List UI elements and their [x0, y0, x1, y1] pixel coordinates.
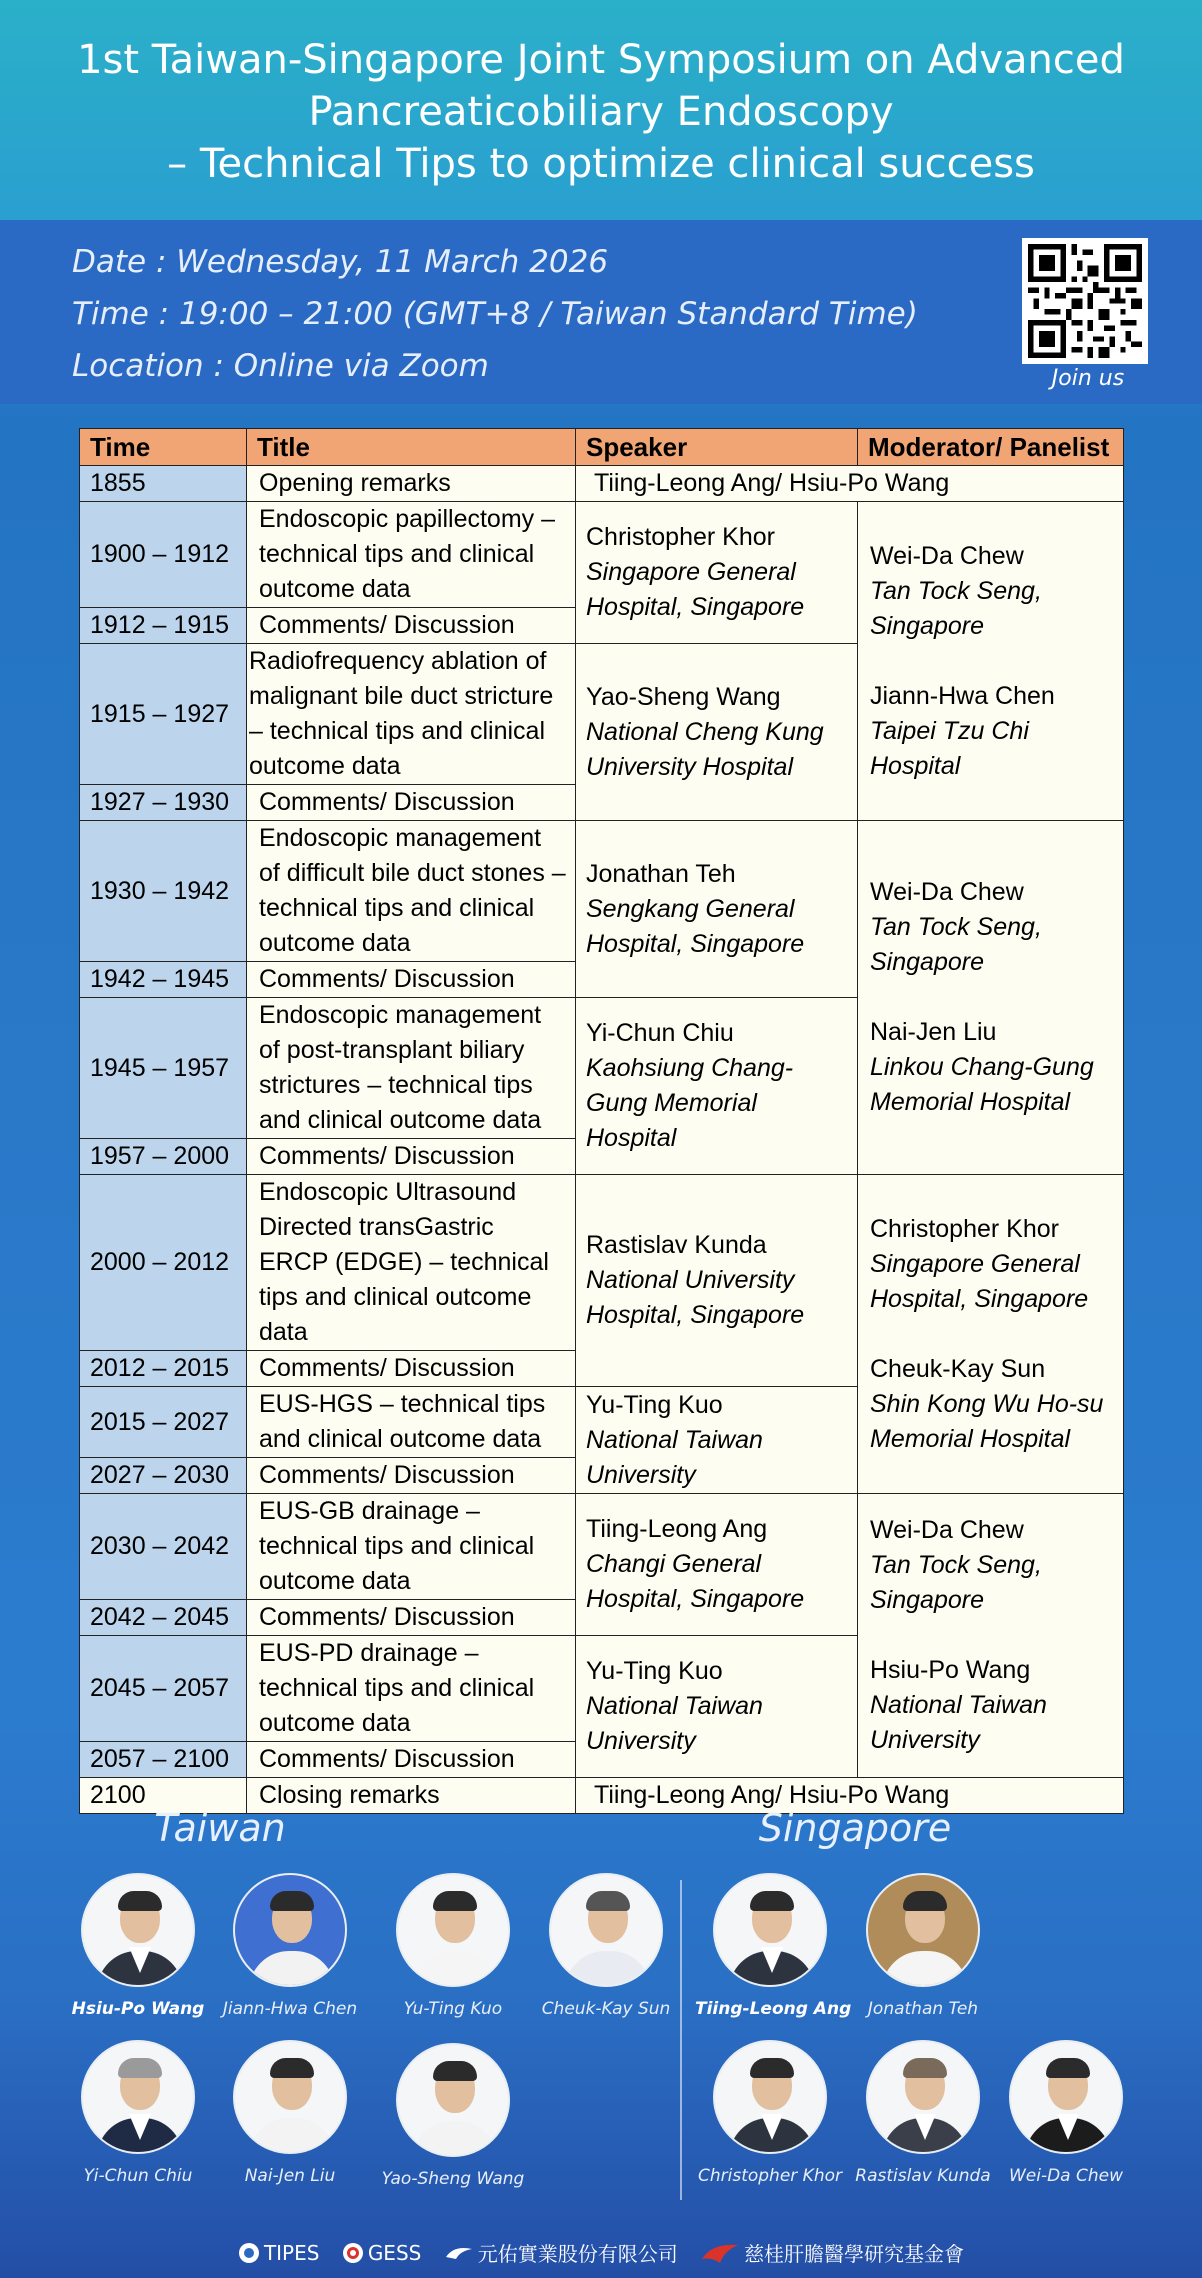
speaker-affiliation: National Taiwan University: [586, 1425, 763, 1489]
title-cell: Comments/ Discussion: [247, 1139, 576, 1175]
speaker-affiliation: National University Hospital, Singapore: [586, 1266, 805, 1329]
faculty-name: Wei-Da Chew: [1008, 2166, 1124, 2186]
faculty-name: Jonathan Teh: [867, 1999, 979, 2019]
moderator-affiliation: Tan Tock Seng, Singapore: [870, 913, 1042, 976]
moderator-affiliation: Singapore General Hospital, Singapore: [870, 1249, 1089, 1313]
avatar: [233, 1873, 347, 1987]
faculty-member: [695, 1873, 852, 2019]
speaker-cell: [576, 1175, 858, 1387]
time-cell: 2057 – 2100: [80, 1742, 247, 1778]
faculty-name: Cheuk-Kay Sun: [541, 1999, 671, 2019]
header-moderator: Moderator/ Panelist: [858, 429, 1124, 466]
time-cell: 2012 – 2015: [80, 1351, 247, 1387]
title-line-2: Pancreaticobiliary Endoscopy: [308, 89, 894, 135]
moderator-name: Wei-Da Chew: [870, 1516, 1024, 1544]
qr-code-icon[interactable]: [1022, 238, 1148, 364]
time-cell: 1855: [80, 466, 247, 502]
time-cell: 1957 – 2000: [80, 1139, 247, 1175]
avatar: [81, 1873, 195, 1987]
speaker-cell: [576, 1387, 858, 1494]
gess-label: GESS: [367, 2240, 422, 2265]
table-header-row: [80, 429, 1124, 466]
time-cell: 1915 – 1927: [80, 644, 247, 785]
avatar: [396, 2043, 510, 2157]
header-speaker: Speaker: [576, 429, 858, 466]
title-cell: Comments/ Discussion: [247, 1600, 576, 1636]
moderator-cell: [858, 1175, 1124, 1494]
speaker-name: Yi-Chun Chiu: [586, 1019, 734, 1047]
foundation-logo: [700, 2238, 964, 2267]
title-cell: EUS-PD drainage – technical tips and clinical outcome data: [247, 1636, 576, 1742]
speaker-affiliation: Sengkang General Hospital, Singapore: [586, 894, 805, 958]
faculty-name: Yi-Chun Chiu: [83, 2166, 193, 2186]
title-cell: Endoscopic papillectomy – technical tips and clinical outcome data: [247, 502, 576, 608]
speaker-name: Yu-Ting Kuo: [586, 1390, 723, 1419]
sponsor-footer: [0, 2238, 1202, 2268]
panelist-affiliation: Taipei Tzu Chi Hospital: [870, 716, 1029, 780]
speaker-affiliation: Singapore General Hospital, Singapore: [586, 558, 805, 621]
title-cell: EUS-GB drainage – technical tips and clinical outcome data: [247, 1494, 576, 1600]
region-singapore: Singapore: [758, 1806, 952, 1850]
foundation-label: 慈桂肝膽醫學研究基金會: [744, 2242, 965, 2266]
table-row: [80, 502, 1124, 608]
time-cell: 1912 – 1915: [80, 608, 247, 644]
time-cell: 1942 – 1945: [80, 962, 247, 998]
speaker-name: Rastislav Kunda: [586, 1231, 767, 1259]
moderator-affiliation: Tan Tock Seng, Singapore: [870, 576, 1042, 640]
avatar: [866, 1873, 980, 1987]
faculty-member: [378, 1873, 528, 2019]
panelist-name: Jiann-Hwa Chen: [870, 681, 1055, 710]
faculty-name: Tiing-Leong Ang: [695, 1999, 852, 2019]
time-cell: 2015 – 2027: [80, 1387, 247, 1458]
title-cell: Comments/ Discussion: [247, 962, 576, 998]
speaker-cell: [576, 502, 858, 644]
yuanyou-label: 元佑實業股份有限公司: [477, 2242, 678, 2266]
region-taiwan: Taiwan: [154, 1806, 286, 1850]
avatar: [1009, 2040, 1123, 2154]
faculty-member: [378, 2043, 528, 2189]
speaker-cell: [576, 644, 858, 821]
opening-hosts: Tiing-Leong Ang/ Hsiu-Po Wang: [576, 466, 1124, 502]
join-label: Join us: [1051, 366, 1125, 391]
panelist-affiliation: National Taiwan University: [870, 1691, 1047, 1754]
time-cell: 2030 – 2042: [80, 1494, 247, 1600]
time-cell: 1900 – 1912: [80, 502, 247, 608]
table-row: [80, 466, 1124, 502]
foundation-icon: [700, 2241, 740, 2265]
moderator-cell: [858, 502, 1124, 821]
faculty-name: Nai-Jen Liu: [244, 2166, 336, 2186]
table-row: [80, 821, 1124, 962]
speaker-affiliation: Kaohsiung Chang-Gung Memorial Hospital: [586, 1054, 794, 1152]
speaker-affiliation: National Taiwan University: [586, 1692, 763, 1755]
gess-icon: [342, 2242, 364, 2264]
time-cell: 1927 – 1930: [80, 785, 247, 821]
title-cell: Comments/ Discussion: [247, 1351, 576, 1387]
title-line-3: – Technical Tips to optimize clinical success: [167, 141, 1035, 187]
title-cell: Radiofrequency ablation of malignant bile duct stricture – technical tips and clinical outcome data: [247, 644, 576, 785]
panelist-name: Cheuk-Kay Sun: [870, 1354, 1046, 1383]
title-cell: Comments/ Discussion: [247, 608, 576, 644]
event-date: Date : Wednesday, 11 March 2026: [72, 244, 609, 280]
title-cell: EUS-HGS – technical tips and clinical outcome data: [247, 1387, 576, 1458]
time-cell: 2100: [80, 1778, 247, 1814]
faculty-name: Hsiu-Po Wang: [71, 1999, 205, 2019]
avatar: [233, 2040, 347, 2154]
time-cell: 1930 – 1942: [80, 821, 247, 962]
yuanyou-logo: [444, 2238, 678, 2267]
faculty-member: [848, 1873, 998, 2019]
panelist-name: Hsiu-Po Wang: [870, 1656, 1031, 1684]
header-time: Time: [80, 429, 247, 466]
time-cell: 1945 – 1957: [80, 998, 247, 1139]
title-cell: Opening remarks: [247, 466, 576, 502]
title-cell: Comments/ Discussion: [247, 1458, 576, 1494]
yuanyou-icon: [444, 2243, 474, 2263]
speaker-name: Yao-Sheng Wang: [586, 682, 781, 711]
moderator-cell: [858, 1494, 1124, 1778]
faculty-name: Christopher Khor: [697, 2166, 842, 2186]
event-time: Time : 19:00 – 21:00 (GMT+8 / Taiwan Standard Time): [72, 296, 918, 332]
time-cell: 2027 – 2030: [80, 1458, 247, 1494]
schedule-table: [79, 428, 1124, 1814]
speaker-name: Christopher Khor: [586, 523, 775, 551]
speaker-cell: [576, 998, 858, 1175]
speaker-affiliation: Changi General Hospital, Singapore: [586, 1550, 805, 1613]
faculty-name: Yao-Sheng Wang: [381, 2169, 525, 2189]
title-cell: Closing remarks: [247, 1778, 576, 1814]
avatar: [396, 1873, 510, 1987]
tipes-label: TIPES: [263, 2240, 320, 2265]
header-title: Title: [247, 429, 576, 466]
speaker-affiliation: National Cheng Kung University Hospital: [586, 717, 824, 781]
panelist-name: Nai-Jen Liu: [870, 1018, 997, 1046]
avatar: [549, 1873, 663, 1987]
panelist-affiliation: Linkou Chang-Gung Memorial Hospital: [870, 1053, 1094, 1116]
tipes-logo: [238, 2241, 320, 2265]
time-cell: 2045 – 2057: [80, 1636, 247, 1742]
title-line-1: 1st Taiwan-Singapore Joint Symposium on Advanced: [77, 37, 1125, 83]
tipes-icon: [238, 2242, 260, 2264]
faculty-member: [63, 2040, 213, 2186]
faculty-member: [991, 2040, 1141, 2186]
gess-logo: [342, 2241, 422, 2265]
faculty-member: [848, 2040, 998, 2186]
moderator-affiliation: Tan Tock Seng, Singapore: [870, 1551, 1042, 1614]
title-cell: Endoscopic management of difficult bile duct stones – technical tips and clinical outcome data: [247, 821, 576, 962]
faculty-member: [215, 1873, 365, 2019]
time-cell: 2000 – 2012: [80, 1175, 247, 1351]
moderator-cell: [858, 821, 1124, 1175]
faculty-member: [63, 1873, 213, 2019]
title-cell: Endoscopic Ultrasound Directed transGastric ERCP (EDGE) – technical tips and clinical outcome data: [247, 1175, 576, 1351]
table-row: [80, 1175, 1124, 1351]
faculty-name: Yu-Ting Kuo: [403, 1999, 503, 2019]
panelist-affiliation: Shin Kong Wu Ho-su Memorial Hospital: [870, 1389, 1104, 1453]
moderator-name: Wei-Da Chew: [870, 878, 1024, 906]
title-area: [0, 0, 1202, 220]
speaker-name: Yu-Ting Kuo: [586, 1657, 723, 1685]
moderator-name: Christopher Khor: [870, 1214, 1059, 1243]
avatar: [713, 2040, 827, 2154]
speaker-cell: [576, 821, 858, 998]
speaker-name: Tiing-Leong Ang: [586, 1515, 768, 1543]
speaker-cell: [576, 1636, 858, 1778]
title-cell: Comments/ Discussion: [247, 1742, 576, 1778]
title-cell: Endoscopic management of post-transplant biliary strictures – technical tips and clinical outcome data: [247, 998, 576, 1139]
avatar: [81, 2040, 195, 2154]
title-cell: Comments/ Discussion: [247, 785, 576, 821]
faculty-member: [695, 2040, 845, 2186]
faculty-name: Rastislav Kunda: [855, 2166, 991, 2186]
faculty-member: [215, 2040, 365, 2186]
speaker-name: Jonathan Teh: [586, 859, 736, 888]
faculty-name: Jiann-Hwa Chen: [222, 1999, 358, 2019]
event-location: Location : Online via Zoom: [72, 348, 489, 384]
table-row: [80, 1494, 1124, 1600]
moderator-name: Wei-Da Chew: [870, 541, 1024, 570]
speaker-cell: [576, 1494, 858, 1636]
avatar: [713, 1873, 827, 1987]
faculty-member: [531, 1873, 681, 2019]
avatar: [866, 2040, 980, 2154]
time-cell: 2042 – 2045: [80, 1600, 247, 1636]
closing-hosts: Tiing-Leong Ang/ Hsiu-Po Wang: [576, 1778, 1124, 1814]
